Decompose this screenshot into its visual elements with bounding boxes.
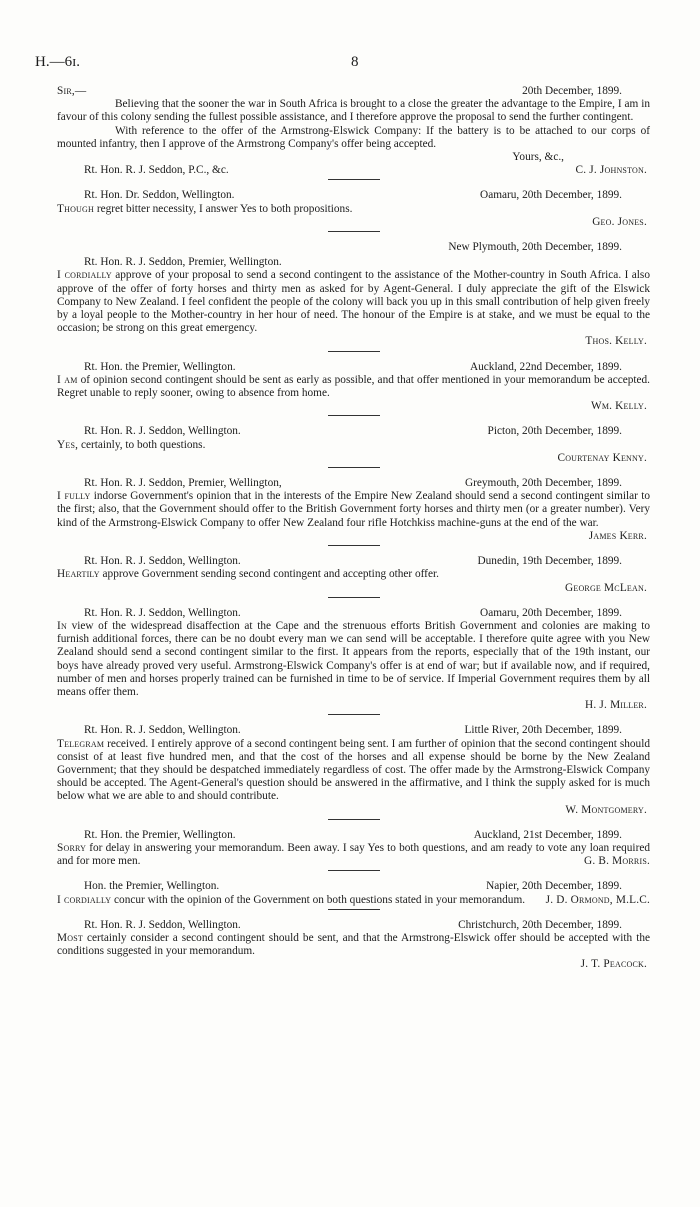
letter-ormond xyxy=(57,880,650,906)
lead-word: In xyxy=(57,619,67,632)
page-number: 8 xyxy=(351,54,359,70)
signature: George McLean. xyxy=(565,581,647,594)
addressee: Rt. Hon. R. J. Seddon, Premier, Wellington, xyxy=(84,477,282,490)
lead-word: I am xyxy=(57,373,78,386)
letter-text: concur with the opinion of the Government on both questions stated in your memorandum. xyxy=(114,893,526,906)
addressee: Rt. Hon. R. J. Seddon, Wellington. xyxy=(84,724,241,737)
addressee: Rt. Hon. R. J. Seddon, Premier, Wellington. xyxy=(84,256,282,269)
addressee: Hon. the Premier, Wellington. xyxy=(84,880,220,893)
letter-jones xyxy=(57,189,650,229)
lead-word: I cordially xyxy=(57,269,112,282)
place-date: Little River, 20th December, 1899. xyxy=(464,724,622,737)
lead-word: I fully xyxy=(57,490,91,503)
letter-text: certainly consider a second contingent should be sent, and that the Armstrong-Elswick offer should be accepted with the conditions suggested in your memorandum. xyxy=(57,931,650,958)
signature: H. J. Miller. xyxy=(585,699,647,712)
divider xyxy=(328,545,380,546)
divider xyxy=(328,909,380,910)
place-date: Napier, 20th December, 1899. xyxy=(486,880,622,893)
letter-kenny xyxy=(57,425,650,465)
letter-kerr xyxy=(57,477,650,543)
divider xyxy=(328,870,380,871)
divider xyxy=(328,819,380,820)
signature: J. D. Ormond, M.L.C. xyxy=(545,893,650,906)
signature: G. B. Morris. xyxy=(583,855,650,868)
place-date: New Plymouth, 20th December, 1899. xyxy=(448,241,622,254)
divider xyxy=(328,415,380,416)
addressee: Rt. Hon. R. J. Seddon, P.C., &c. xyxy=(84,164,229,177)
place-date: Oamaru, 20th December, 1899. xyxy=(480,189,622,202)
letter-peacock xyxy=(57,919,650,972)
place-date: Greymouth, 20th December, 1899. xyxy=(464,477,622,490)
letters-column xyxy=(57,85,650,972)
letter-paragraph: Believing that the sooner the war in South Africa is brought to a close the greater the advantage to the Empire, I am in favour of this colony sending the fullest possible assistance, and I therefore approve the proposal to send the further contingent. xyxy=(57,98,650,124)
letter-text: regret bitter necessity, I answer Yes to both propositions. xyxy=(96,202,353,215)
letter-paragraph: With reference to the offer of the Armstrong-Elswick Company: If the battery is to be attached to our corps of mounted infantry, then I approve of the Armstrong Company's offer being accepted. xyxy=(57,124,650,150)
addressee: Rt. Hon. R. J. Seddon, Wellington. xyxy=(84,918,241,931)
signature: W. Montgomery. xyxy=(565,803,647,816)
signature: Wm. Kelly. xyxy=(590,400,647,413)
divider xyxy=(328,179,380,180)
letter-date: 20th December, 1899. xyxy=(522,85,622,97)
letter-wm-kelly xyxy=(57,361,650,414)
addressee: Rt. Hon. Dr. Seddon, Wellington. xyxy=(84,189,235,202)
letter-text: for delay in answering your memorandum. Been away. I say Yes to both questions, and am ready to vote any loan required and for more men. xyxy=(57,841,650,868)
lead-word: Sorry xyxy=(57,841,87,854)
lead-word: Telegram xyxy=(57,737,105,750)
signature: J. T. Peacock. xyxy=(580,958,647,971)
signature: C. J. Johnston. xyxy=(575,164,647,177)
letter-miller xyxy=(57,607,650,713)
addressee: Rt. Hon. R. J. Seddon, Wellington. xyxy=(84,555,241,568)
letter-text: indorse Government's opinion that in the interests of the Empire New Zealand should send a second contingent similar to the first; also, that the Government should offer to the British Government forty horses and thirty men (or a greater number). Very kind of the Armstrong-Elswick Company to offer New Zealand four rifle Hotchkiss machine-guns at the end of the war. xyxy=(57,490,650,529)
letter-johnston xyxy=(57,85,650,177)
signature: Courtenay Kenny. xyxy=(557,451,647,464)
place-date: Auckland, 22nd December, 1899. xyxy=(469,360,622,373)
letter-text: approve of your proposal to send a second contingent to the assistance of the Mother-country in South Africa. I also approve of the offer of forty horses and thirty men as asked for by Agent-General. I duly appreciate the gift of the Elswick Company to New Zealand. I feel confident the people of the colony will back you up in this small contribution of help given freely by a loyal people to the Mother-country in her hour of need. The honour of the Empire is at stake, and we must be equal to the occasion; be strong on this great emergency. xyxy=(57,269,650,335)
lead-word: I cordially xyxy=(57,893,112,906)
lead-word: Though xyxy=(57,202,94,215)
letter-morris xyxy=(57,829,650,869)
letter-montgomery xyxy=(57,724,650,816)
letter-text: certainly, to both questions. xyxy=(80,438,206,451)
divider xyxy=(328,351,380,352)
place-date: Picton, 20th December, 1899. xyxy=(487,425,622,438)
place-date: Auckland, 21st December, 1899. xyxy=(473,828,622,841)
letter-text: of opinion second contingent should be sent as early as possible, and that offer mentioned in your memorandum be accepted. Regret unable to reply sooner, owing to absence from home. xyxy=(57,373,651,400)
signature: James Kerr. xyxy=(588,529,647,542)
divider xyxy=(328,467,380,468)
place-date: Dunedin, 19th December, 1899. xyxy=(477,555,622,568)
closing: Yours, &c., xyxy=(512,151,564,164)
lead-word: Heartily xyxy=(57,568,100,581)
place-date: Oamaru, 20th December, 1899. xyxy=(480,606,622,619)
lead-word: Most xyxy=(57,931,83,944)
signature: Thos. Kelly. xyxy=(585,335,647,348)
letter-mclean xyxy=(57,555,650,595)
report-id: H.—6ɪ. xyxy=(35,54,80,70)
letter-text: view of the widespread disaffection at the Cape and the strenuous efforts British Government and colonies are making to furnish additional forces, there can be no doubt every man we can send will be acceptable. I therefore quite agree with you New Zealand should send a second contingent similar to the first. It appears from the reports, especially that of the 19th instant, our boys have already proved very useful. Armstrong-Elswick Company's offer is at end of war; but if available now, and if required, number of men and horses properly trained can be furnished in time to be of service. If Imperial Government requires them by all means offer them. xyxy=(57,619,650,698)
addressee: Rt. Hon. the Premier, Wellington. xyxy=(84,828,236,841)
letter-thos-kelly xyxy=(57,241,650,349)
divider xyxy=(328,597,380,598)
lead-word: Yes, xyxy=(57,438,79,451)
addressee: Rt. Hon. R. J. Seddon, Wellington. xyxy=(84,425,241,438)
salutation: Sir,— xyxy=(57,85,87,97)
letter-text: received. I entirely approve of a second contingent being sent. I am further of opinion that the second contingent should consist of at least five hundred men, and that the cost of the horses and all expense should be borne by the New Zealand Government; that they should be despatched immediately regardless of cost. The offer made by the Armstrong-Elswick Company should be accepted. The Agent-General's question should be answered in the affirmative, and I think the supply asked for is much below what we are able to and should contribute. xyxy=(57,737,650,803)
signature: Geo. Jones. xyxy=(592,215,647,228)
divider xyxy=(328,714,380,715)
place-date: Christchurch, 20th December, 1899. xyxy=(458,918,622,931)
letter-text: approve Government sending second contingent and accepting other offer. xyxy=(102,568,439,581)
addressee: Rt. Hon. the Premier, Wellington. xyxy=(84,360,236,373)
divider xyxy=(328,231,380,232)
addressee: Rt. Hon. R. J. Seddon, Wellington. xyxy=(84,606,241,619)
